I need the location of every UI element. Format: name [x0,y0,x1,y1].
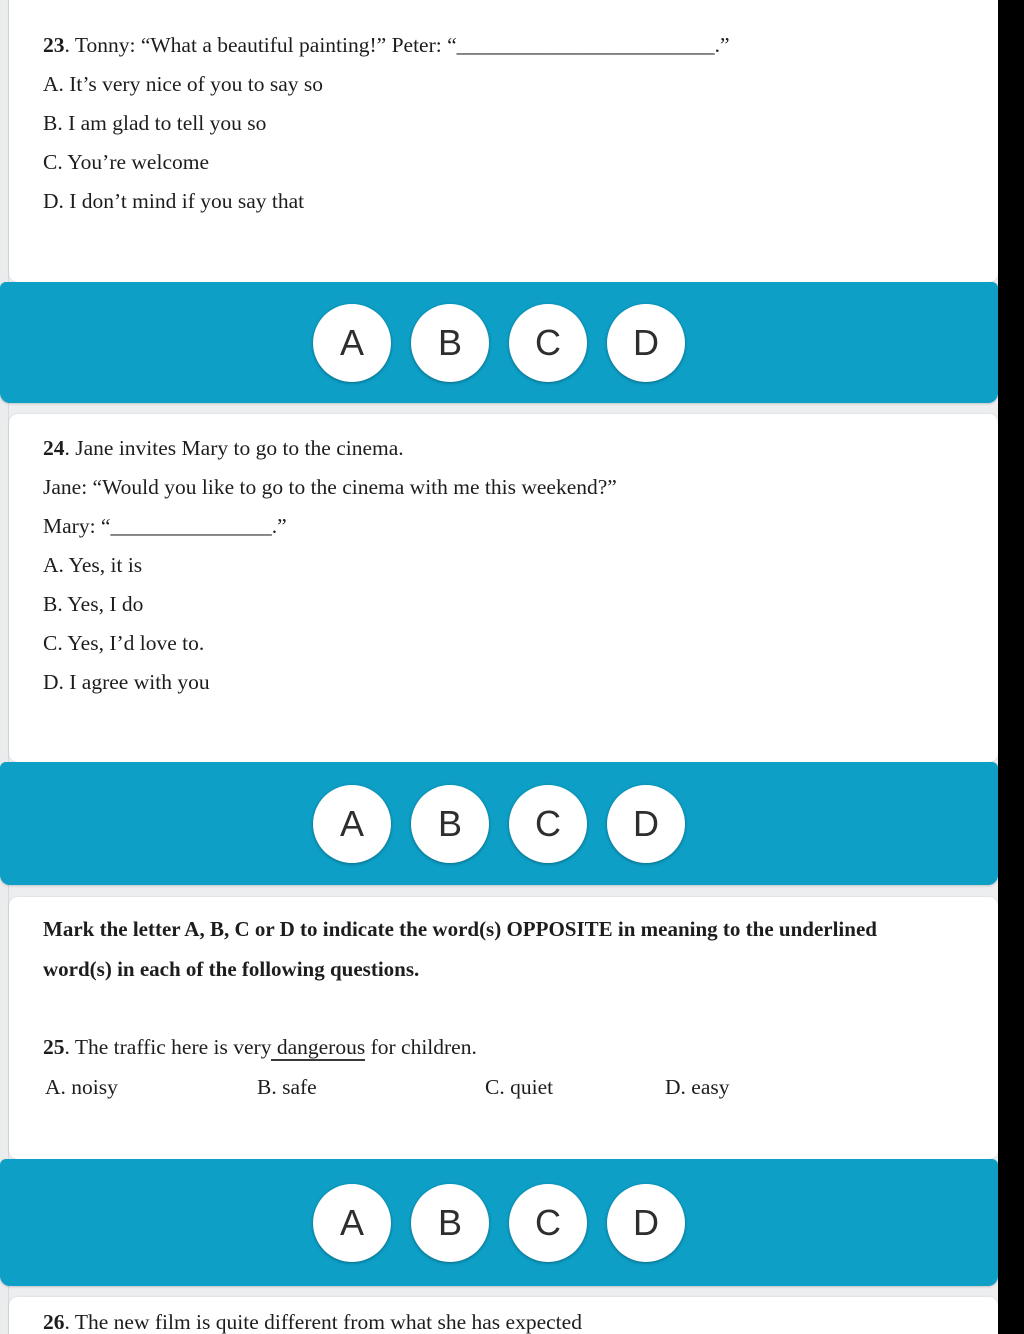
instruction-and-question-25-card [9,897,998,1159]
choice-c-button[interactable]: C [509,304,587,382]
section-instruction-line1: Mark the letter A, B, C or D to indicate the word(s) OPPOSITE in meaning to the underlined [43,917,877,941]
question-26-text: 26. The new film is quite different from what she has expected [43,1310,582,1334]
answer-bar-q25 [0,1159,998,1286]
choice-a-button[interactable]: A [313,304,391,382]
question-23-card [9,0,998,282]
underlined-word: dangerous [271,1035,366,1059]
option-item: D. I agree with you [43,670,210,694]
option-item: D. easy [665,1075,730,1099]
choice-c-button[interactable]: C [509,785,587,863]
question-24-card [9,414,998,762]
question-25-text: 25. The traffic here is very dangerous for children. [43,1035,477,1059]
option-item: B. safe [257,1075,317,1099]
choice-d-button[interactable]: D [607,1184,685,1262]
option-item: A. It’s very nice of you to say so [43,72,324,96]
answer-bar-q24 [0,762,998,885]
left-edge-strip [0,0,9,1334]
option-item: C. Yes, I’d love to. [43,631,205,655]
right-edge-bar [998,0,1024,1334]
question-25-options-row [43,1067,970,1107]
option-item: A. Yes, it is [43,553,143,577]
question-26-card [9,1297,998,1334]
choice-c-button[interactable]: C [509,1184,587,1262]
choice-b-button[interactable]: B [411,785,489,863]
dialogue-line-jane: Jane: “Would you like to go to the cinema with me this weekend?” [43,475,617,499]
question-number: 24 [43,436,65,460]
question-number: 26 [43,1310,65,1334]
dialogue-line-mary: Mary: “_______________.” [43,514,287,538]
section-instruction-line2: word(s) in each of the following questions. [43,957,420,981]
question-23-text: 23. Tonny: “What a beautiful painting!” Peter: “________________________.” [43,33,730,57]
question-24-text: 24. Jane invites Mary to go to the cinema. [43,436,404,460]
option-item: C. quiet [485,1075,554,1099]
choice-b-button[interactable]: B [411,1184,489,1262]
choice-d-button[interactable]: D [607,304,685,382]
option-item: B. I am glad to tell you so [43,111,267,135]
option-item: B. Yes, I do [43,592,144,616]
choice-b-button[interactable]: B [411,304,489,382]
option-item: A. noisy [45,1075,118,1099]
option-item: D. I don’t mind if you say that [43,189,305,213]
choice-d-button[interactable]: D [607,785,685,863]
choice-a-button[interactable]: A [313,785,391,863]
question-number: 25 [43,1035,65,1059]
option-item: C. You’re welcome [43,150,210,174]
question-number: 23 [43,33,65,57]
choice-a-button[interactable]: A [313,1184,391,1262]
answer-bar-q23 [0,282,998,403]
